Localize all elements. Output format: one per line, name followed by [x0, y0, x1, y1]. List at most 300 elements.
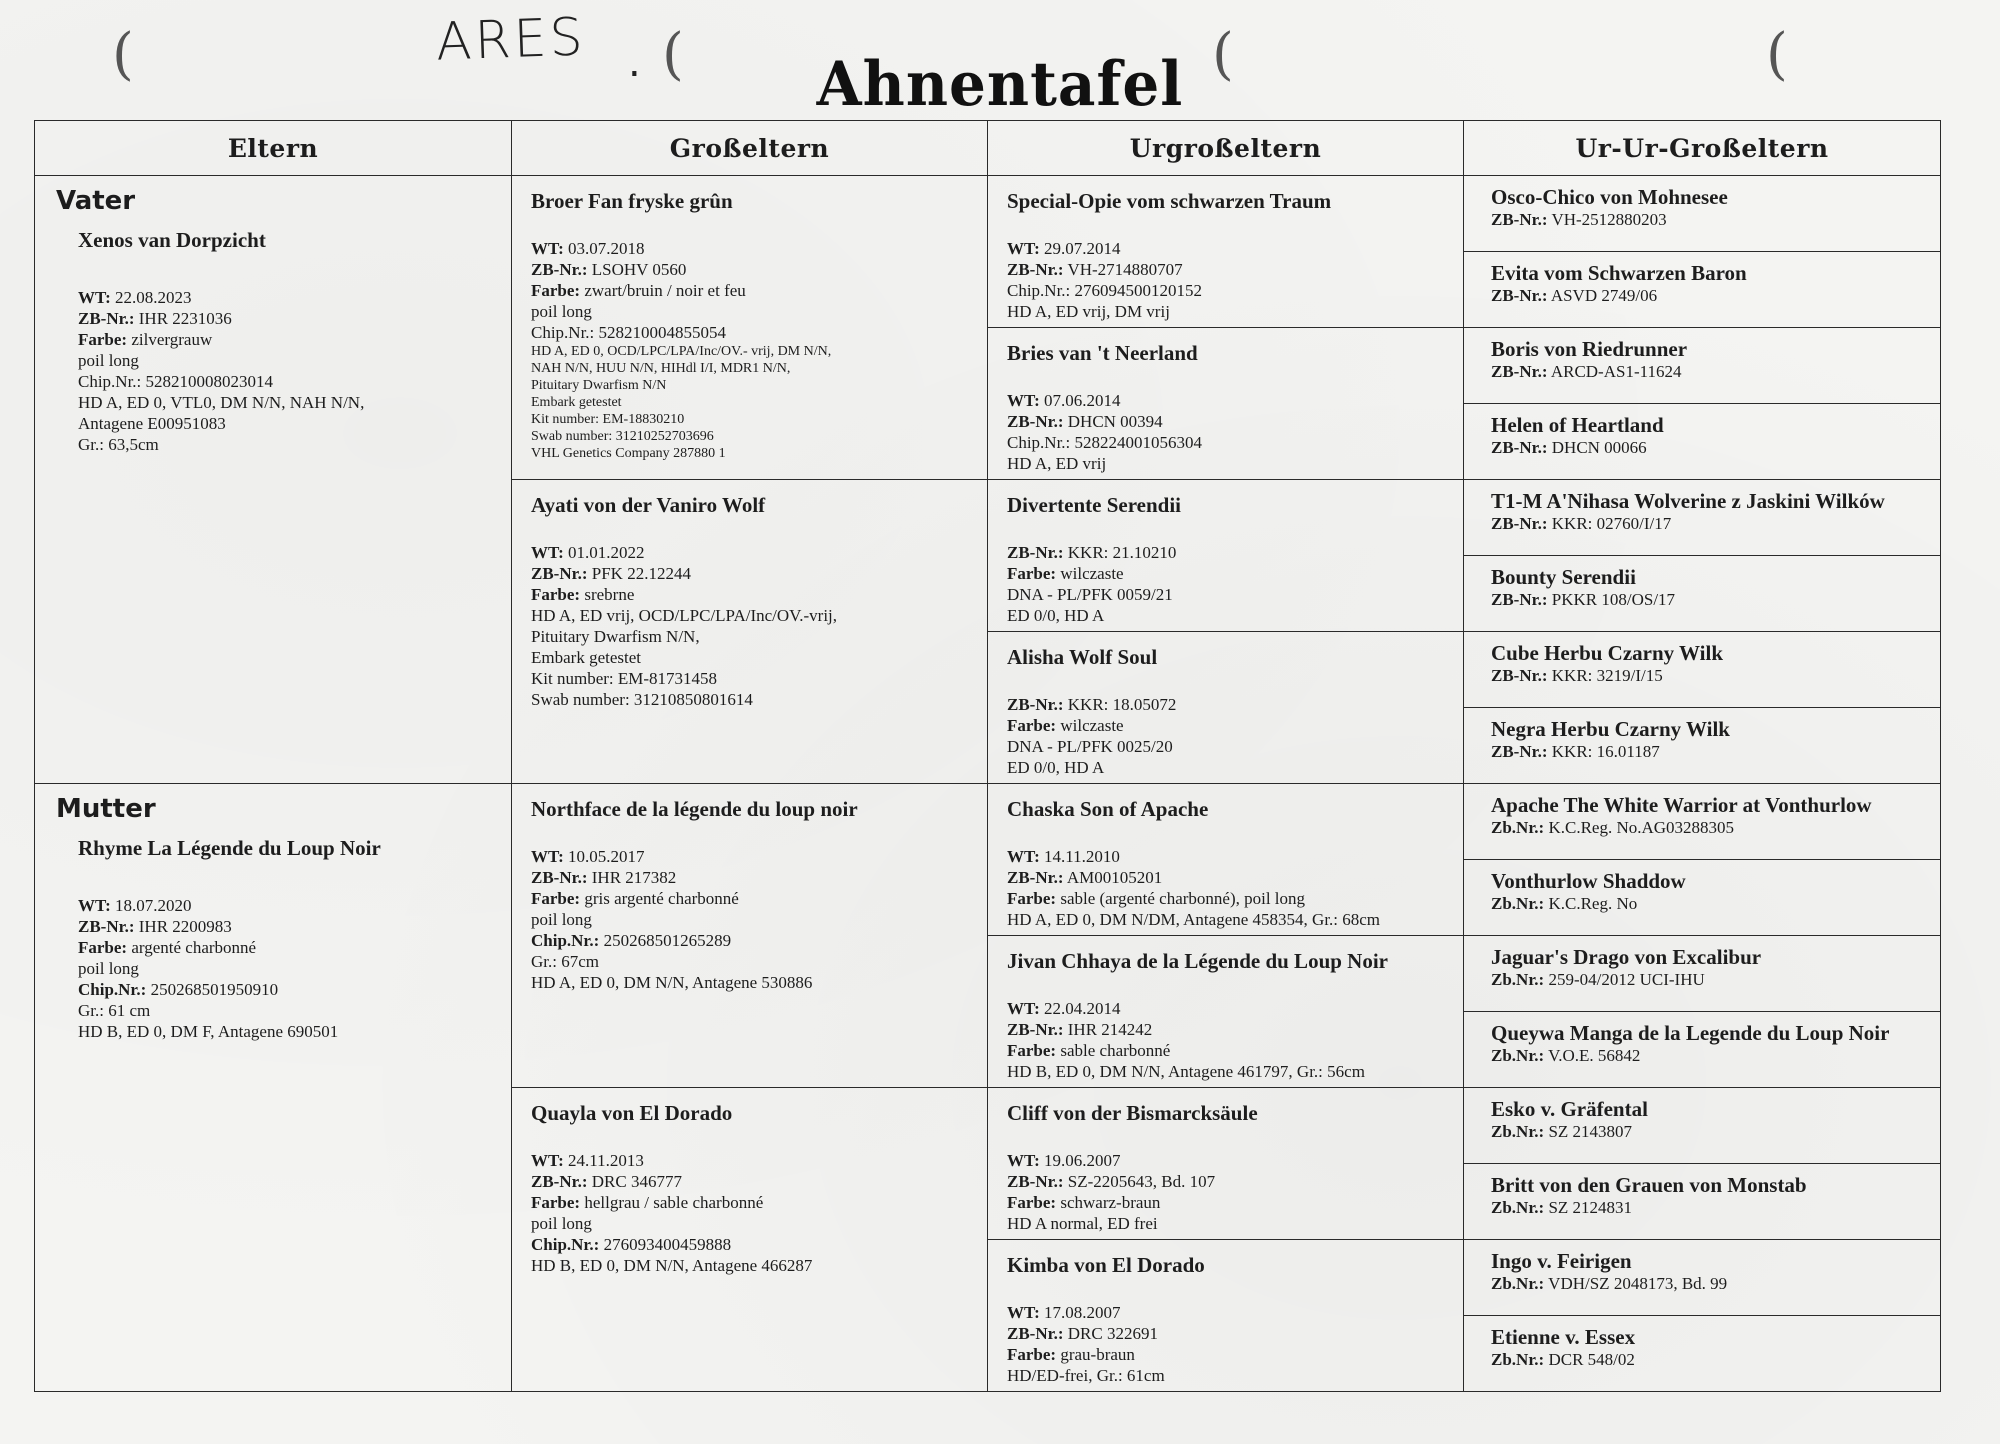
info-value: zwart/bruin / noir et feu — [584, 281, 746, 300]
info-label: WT: — [531, 847, 564, 866]
info-line — [1491, 589, 1913, 610]
info-label: Farbe: — [1007, 889, 1057, 908]
info-line — [1491, 285, 1913, 306]
info-line — [1007, 1213, 1444, 1234]
info-value: DRC 322691 — [1067, 1324, 1158, 1343]
info-line — [1007, 694, 1444, 715]
info-value: poil long — [531, 910, 592, 929]
info-value: DNA - PL/PFK 0059/21 — [1007, 585, 1173, 604]
info-line — [78, 434, 488, 455]
pedigree-row — [35, 784, 1941, 860]
info-line — [1007, 867, 1444, 888]
info-label: ZB-Nr.: — [1491, 666, 1548, 685]
info-line — [531, 322, 968, 343]
info-line — [531, 445, 968, 462]
info-line — [1491, 817, 1913, 838]
dog-name: Xenos van Dorpzicht — [78, 228, 266, 252]
info-value: Antagene E00951083 — [78, 414, 226, 433]
info-value: Kit number: EM-81731458 — [531, 669, 718, 688]
info-line — [78, 392, 488, 413]
info-line — [78, 308, 488, 329]
info-label: WT: — [1007, 1303, 1040, 1322]
info-label: WT: — [1007, 391, 1040, 410]
info-label: WT: — [531, 543, 564, 562]
info-line — [1491, 437, 1913, 458]
info-line — [531, 1192, 968, 1213]
info-line — [531, 647, 968, 668]
info-label: ZB-Nr.: — [1007, 868, 1064, 887]
info-value: HD A, ED 0, DM N/N, Antagene 530886 — [531, 973, 813, 992]
info-value: DHCN 00394 — [1067, 412, 1163, 431]
info-label: ZB-Nr.: — [1007, 695, 1064, 714]
info-label: WT: — [531, 239, 564, 258]
info-line — [531, 542, 968, 563]
handwriting-dot: . — [628, 40, 641, 86]
info-value: poil long — [78, 351, 139, 370]
info-value: poil long — [531, 1214, 592, 1233]
info-line — [531, 888, 968, 909]
info-value: HD B, ED 0, DM N/N, Antagene 461797, Gr.: 56cm — [1007, 1062, 1365, 1081]
info-line — [531, 972, 968, 993]
info-label: Zb.Nr.: — [1491, 970, 1545, 989]
dog-name: Vonthurlow Shaddow — [1491, 869, 1686, 893]
dog-name: T1-M A'Nihasa Wolverine z Jaskini Wilków — [1491, 489, 1885, 513]
mother-cell — [35, 784, 512, 1392]
info-label: WT: — [531, 1151, 564, 1170]
great-grandparent-cell — [988, 936, 1464, 1088]
dog-name: Kimba von El Dorado — [1007, 1253, 1205, 1277]
info-line — [531, 377, 968, 394]
dog-name: Ayati von der Vaniro Wolf — [531, 493, 766, 517]
info-line — [1007, 301, 1444, 322]
info-line — [78, 350, 488, 371]
info-line — [531, 343, 968, 360]
info-value: PFK 22.12244 — [591, 564, 691, 583]
father-label: Vater — [56, 186, 136, 216]
info-value: poil long — [531, 302, 592, 321]
dog-name: Special-Opie vom schwarzen Traum — [1007, 189, 1332, 213]
dog-name: Rhyme La Légende du Loup Noir — [78, 836, 381, 860]
dog-info — [78, 287, 488, 455]
info-value: LSOHV 0560 — [591, 260, 687, 279]
info-label: Zb.Nr.: — [1491, 1198, 1545, 1217]
great-great-grandparent-cell — [1464, 708, 1941, 784]
info-label: Farbe: — [1007, 1041, 1057, 1060]
info-value: Gr.: 61 cm — [78, 1001, 151, 1020]
dog-name: Negra Herbu Czarny Wilk — [1491, 717, 1730, 741]
great-great-grandparent-cell — [1464, 1088, 1941, 1164]
info-value: VH-2714880707 — [1067, 260, 1183, 279]
info-value: Pituitary Dwarfism N/N — [531, 378, 667, 393]
page-title: Ahnentafel — [816, 48, 1184, 120]
info-value: Chip.Nr.: 528210004855054 — [531, 323, 727, 342]
info-value: V.O.E. 56842 — [1548, 1046, 1641, 1065]
info-label: Zb.Nr.: — [1491, 894, 1545, 913]
info-line — [531, 846, 968, 867]
info-value: zilvergrauw — [131, 330, 213, 349]
header-row — [35, 121, 1941, 176]
info-line — [1491, 1273, 1913, 1294]
info-line — [1491, 1349, 1913, 1370]
info-value: 03.07.2018 — [568, 239, 645, 258]
info-value: 22.08.2023 — [115, 288, 192, 307]
info-line — [531, 626, 968, 647]
info-line — [1007, 1302, 1444, 1323]
info-value: Gr.: 67cm — [531, 952, 599, 971]
pedigree-table — [34, 120, 1941, 1392]
dog-name: Helen of Heartland — [1491, 413, 1664, 437]
info-line — [531, 668, 968, 689]
info-value: 01.01.2022 — [568, 543, 645, 562]
info-value: 07.06.2014 — [1044, 391, 1121, 410]
info-value: PKKR 108/OS/17 — [1551, 590, 1676, 609]
great-grandparent-cell — [988, 176, 1464, 328]
info-value: DCR 548/02 — [1548, 1350, 1635, 1369]
info-line — [531, 951, 968, 972]
info-label: Farbe: — [78, 938, 128, 957]
punch-hole-mark: ( — [1212, 22, 1234, 87]
info-label: WT: — [78, 896, 111, 915]
info-line — [1007, 757, 1444, 778]
dog-name: Evita vom Schwarzen Baron — [1491, 261, 1747, 285]
info-line — [78, 371, 488, 392]
info-line — [1007, 998, 1444, 1019]
great-great-grandparent-cell — [1464, 1240, 1941, 1316]
info-value: VDH/SZ 2048173, Bd. 99 — [1548, 1274, 1728, 1293]
info-line — [1007, 1192, 1444, 1213]
info-line — [1007, 280, 1444, 301]
info-value: 10.05.2017 — [568, 847, 645, 866]
header-great-great-grandparents: Ur-Ur-Großeltern — [1464, 121, 1941, 176]
info-label: Farbe: — [531, 585, 581, 604]
dog-name: Chaska Son of Apache — [1007, 797, 1209, 821]
info-label: ZB-Nr.: — [1491, 514, 1548, 533]
info-label: WT: — [1007, 847, 1040, 866]
info-label: ZB-Nr.: — [78, 309, 135, 328]
info-line — [1007, 736, 1444, 757]
info-label: WT: — [1007, 999, 1040, 1018]
info-label: Farbe: — [78, 330, 128, 349]
info-value: Gr.: 63,5cm — [78, 435, 159, 454]
info-value: K.C.Reg. No.AG03288305 — [1548, 818, 1735, 837]
info-line — [1007, 453, 1444, 474]
info-value: IHR 2231036 — [138, 309, 232, 328]
info-value: HD A, ED vrij, DM vrij — [1007, 302, 1170, 321]
info-label: ZB-Nr.: — [531, 564, 588, 583]
info-value: 250268501950910 — [150, 980, 279, 999]
great-great-grandparent-cell — [1464, 404, 1941, 480]
pedigree-row — [35, 176, 1941, 252]
info-label: Farbe: — [1007, 564, 1057, 583]
info-line — [78, 937, 488, 958]
info-value: KKR: 16.01187 — [1551, 742, 1660, 761]
info-line — [1491, 741, 1913, 762]
great-great-grandparent-cell — [1464, 632, 1941, 708]
info-value: KKR: 02760/I/17 — [1551, 514, 1672, 533]
info-line — [531, 909, 968, 930]
info-value: hellgrau / sable charbonné — [584, 1193, 764, 1212]
great-grandparent-cell — [988, 1240, 1464, 1392]
info-line — [531, 411, 968, 428]
grandparent-cell — [512, 176, 988, 480]
dog-name: Cliff von der Bismarcksäule — [1007, 1101, 1258, 1125]
info-line — [78, 895, 488, 916]
info-line — [1007, 1040, 1444, 1061]
info-value: HD/ED-frei, Gr.: 61cm — [1007, 1366, 1165, 1385]
info-line — [531, 1234, 968, 1255]
info-line — [1007, 411, 1444, 432]
info-value: 14.11.2010 — [1044, 847, 1120, 866]
info-line — [531, 689, 968, 710]
great-great-grandparent-cell — [1464, 1316, 1941, 1392]
great-grandparent-cell — [988, 328, 1464, 480]
info-value: 250268501265289 — [603, 931, 732, 950]
info-label: Zb.Nr.: — [1491, 1274, 1545, 1293]
info-line — [1007, 1365, 1444, 1386]
info-value: HD A, ED 0, VTL0, DM N/N, NAH N/N, — [78, 393, 365, 412]
info-label: ZB-Nr.: — [1491, 590, 1548, 609]
info-value: KKR: 21.10210 — [1067, 543, 1177, 562]
info-line — [78, 979, 488, 1000]
dog-name: Apache The White Warrior at Vonthurlow — [1491, 793, 1872, 817]
info-line — [1491, 1197, 1913, 1218]
info-line — [1491, 1045, 1913, 1066]
info-line — [531, 584, 968, 605]
great-great-grandparent-cell — [1464, 252, 1941, 328]
info-value: KKR: 3219/I/15 — [1551, 666, 1663, 685]
header-great-grandparents: Urgroßeltern — [988, 121, 1464, 176]
info-line — [531, 394, 968, 411]
info-label: ZB-Nr.: — [1007, 1324, 1064, 1343]
info-line — [1007, 846, 1444, 867]
info-line — [531, 259, 968, 280]
info-value: HD A normal, ED frei — [1007, 1214, 1158, 1233]
info-line — [1491, 361, 1913, 382]
info-label: Farbe: — [531, 889, 581, 908]
info-label: ZB-Nr.: — [531, 1172, 588, 1191]
info-line — [531, 867, 968, 888]
info-value: IHR 214242 — [1067, 1020, 1153, 1039]
info-value: DHCN 00066 — [1551, 438, 1647, 457]
info-value: Swab number: 31210850801614 — [531, 690, 753, 709]
info-value: poil long — [78, 959, 139, 978]
info-line — [531, 360, 968, 377]
great-great-grandparent-cell — [1464, 1012, 1941, 1088]
info-value: gris argenté charbonné — [584, 889, 739, 908]
info-value: wilczaste — [1060, 564, 1124, 583]
info-line — [1007, 605, 1444, 626]
info-label: ZB-Nr.: — [1007, 1172, 1064, 1191]
info-label: ZB-Nr.: — [531, 868, 588, 887]
info-label: ZB-Nr.: — [1491, 362, 1548, 381]
info-value: HD A, ED vrij — [1007, 454, 1107, 473]
dog-name: Esko v. Gräfental — [1491, 1097, 1648, 1121]
dog-name: Divertente Serendii — [1007, 493, 1181, 517]
info-label: Farbe: — [531, 281, 581, 300]
info-line — [531, 1171, 968, 1192]
pedigree-body — [35, 176, 1941, 1392]
info-value: Kit number: EM-18830210 — [531, 412, 685, 427]
info-value: AM00105201 — [1066, 868, 1163, 887]
info-value: VHL Genetics Company 287880 1 — [531, 446, 726, 461]
info-value: sable charbonné — [1060, 1041, 1171, 1060]
info-line — [78, 958, 488, 979]
info-line — [78, 287, 488, 308]
info-value: 24.11.2013 — [568, 1151, 644, 1170]
info-label: ZB-Nr.: — [1007, 1020, 1064, 1039]
info-value: ED 0/0, HD A — [1007, 758, 1105, 777]
info-label: Chip.Nr.: — [531, 1235, 600, 1254]
father-cell — [35, 176, 512, 784]
punch-hole-mark: ( — [662, 22, 684, 87]
info-line — [1007, 1019, 1444, 1040]
dog-name: Jivan Chhaya de la Légende du Loup Noir — [1007, 949, 1388, 973]
great-grandparent-cell — [988, 1088, 1464, 1240]
info-value: schwarz-braun — [1060, 1193, 1161, 1212]
info-label: Farbe: — [1007, 1345, 1057, 1364]
info-label: Zb.Nr.: — [1491, 1122, 1545, 1141]
info-line — [531, 301, 968, 322]
info-value: 22.04.2014 — [1044, 999, 1121, 1018]
info-line — [1007, 1171, 1444, 1192]
info-label: ZB-Nr.: — [1007, 543, 1064, 562]
info-line — [1007, 432, 1444, 453]
info-value: DNA - PL/PFK 0025/20 — [1007, 737, 1173, 756]
info-value: VH-2512880203 — [1551, 210, 1667, 229]
info-line — [1007, 542, 1444, 563]
dog-name: Broer Fan fryske grûn — [531, 189, 733, 213]
info-value: grau-braun — [1060, 1345, 1135, 1364]
info-value: Chip.Nr.: 276094500120152 — [1007, 281, 1203, 300]
info-line — [1007, 1344, 1444, 1365]
info-label: ZB-Nr.: — [1491, 210, 1548, 229]
info-line — [1491, 969, 1913, 990]
great-great-grandparent-cell — [1464, 556, 1941, 632]
great-grandparent-cell — [988, 480, 1464, 632]
dog-name: Queywa Manga de la Legende du Loup Noir — [1491, 1021, 1890, 1045]
info-label: Farbe: — [531, 1193, 581, 1212]
info-line — [531, 1150, 968, 1171]
info-value: Embark getestet — [531, 648, 641, 667]
info-label: Chip.Nr.: — [78, 980, 147, 999]
info-value: HD B, ED 0, DM F, Antagene 690501 — [78, 1022, 339, 1041]
great-great-grandparent-cell — [1464, 936, 1941, 1012]
info-value: argenté charbonné — [131, 938, 257, 957]
info-line — [78, 1000, 488, 1021]
dog-name: Bounty Serendii — [1491, 565, 1636, 589]
info-value: SZ 2143807 — [1548, 1122, 1633, 1141]
info-value: Swab number: 31210252703696 — [531, 429, 714, 444]
info-line — [1007, 1150, 1444, 1171]
info-line — [78, 413, 488, 434]
dog-name: Ingo v. Feirigen — [1491, 1249, 1632, 1273]
info-label: WT: — [78, 288, 111, 307]
info-label: ZB-Nr.: — [78, 917, 135, 936]
info-line — [1007, 563, 1444, 584]
info-label: Zb.Nr.: — [1491, 1046, 1545, 1065]
info-value: Embark getestet — [531, 395, 622, 410]
dog-name: Britt von den Grauen von Monstab — [1491, 1173, 1807, 1197]
grandparent-cell — [512, 784, 988, 1088]
info-value: HD A, ED 0, DM N/DM, Antagene 458354, Gr.: 68cm — [1007, 910, 1381, 929]
header-grandparents: Großeltern — [512, 121, 988, 176]
great-grandparent-cell — [988, 784, 1464, 936]
info-value: ASVD 2749/06 — [1550, 286, 1658, 305]
info-value: wilczaste — [1060, 716, 1124, 735]
grandparent-cell — [512, 480, 988, 784]
info-line — [531, 1213, 968, 1234]
info-label: ZB-Nr.: — [1491, 742, 1548, 761]
info-value: 18.07.2020 — [115, 896, 192, 915]
info-line — [1491, 209, 1913, 230]
punch-hole-mark: ( — [112, 22, 134, 87]
info-value: Pituitary Dwarfism N/N, — [531, 627, 700, 646]
info-value: IHR 2200983 — [138, 917, 232, 936]
info-value: SZ-2205643, Bd. 107 — [1067, 1172, 1216, 1191]
info-value: srebrne — [584, 585, 635, 604]
info-label: Farbe: — [1007, 716, 1057, 735]
dog-name: Cube Herbu Czarny Wilk — [1491, 641, 1724, 665]
info-value: SZ 2124831 — [1548, 1198, 1633, 1217]
info-line — [531, 605, 968, 626]
dog-name: Etienne v. Essex — [1491, 1325, 1636, 1349]
info-value: 29.07.2014 — [1044, 239, 1121, 258]
info-line — [1007, 1061, 1444, 1082]
info-value: Chip.Nr.: 528210008023014 — [78, 372, 274, 391]
info-value: ED 0/0, HD A — [1007, 606, 1105, 625]
info-value: KKR: 18.05072 — [1067, 695, 1177, 714]
info-label: ZB-Nr.: — [531, 260, 588, 279]
info-label: WT: — [1007, 239, 1040, 258]
info-line — [531, 238, 968, 259]
great-great-grandparent-cell — [1464, 328, 1941, 404]
dog-name: Bries van 't Neerland — [1007, 341, 1198, 365]
info-label: Zb.Nr.: — [1491, 1350, 1545, 1369]
dog-name: Northface de la légende du loup noir — [531, 797, 858, 821]
handwritten-note: ARES — [434, 7, 587, 73]
dog-name: Quayla von El Dorado — [531, 1101, 733, 1125]
punch-hole-mark: ( — [1766, 22, 1788, 87]
info-value: DRC 346777 — [591, 1172, 682, 1191]
info-value: HD A, ED 0, OCD/LPC/LPA/Inc/OV.- vrij, DM N/N, — [531, 344, 832, 359]
info-label: ZB-Nr.: — [1007, 412, 1064, 431]
great-great-grandparent-cell — [1464, 860, 1941, 936]
info-line — [1007, 584, 1444, 605]
info-value: IHR 217382 — [591, 868, 677, 887]
info-line — [1007, 888, 1444, 909]
great-great-grandparent-cell — [1464, 176, 1941, 252]
info-line — [531, 930, 968, 951]
info-line — [1491, 893, 1913, 914]
info-line — [1491, 665, 1913, 686]
dog-name: Jaguar's Drago von Excalibur — [1491, 945, 1762, 969]
info-line — [78, 1021, 488, 1042]
great-grandparent-cell — [988, 632, 1464, 784]
header-parents: Eltern — [35, 121, 512, 176]
info-label: Zb.Nr.: — [1491, 818, 1545, 837]
info-line — [78, 916, 488, 937]
great-great-grandparent-cell — [1464, 1164, 1941, 1240]
info-line — [78, 329, 488, 350]
info-line — [531, 428, 968, 445]
dog-name: Boris von Riedrunner — [1491, 337, 1688, 361]
great-great-grandparent-cell — [1464, 480, 1941, 556]
info-line — [1007, 259, 1444, 280]
info-value: 17.08.2007 — [1044, 1303, 1121, 1322]
info-label: Farbe: — [1007, 1193, 1057, 1212]
info-value: HD A, ED vrij, OCD/LPC/LPA/Inc/OV.-vrij, — [531, 606, 838, 625]
info-value: NAH N/N, HUU N/N, HIHdl I/I, MDR1 N/N, — [531, 361, 791, 376]
